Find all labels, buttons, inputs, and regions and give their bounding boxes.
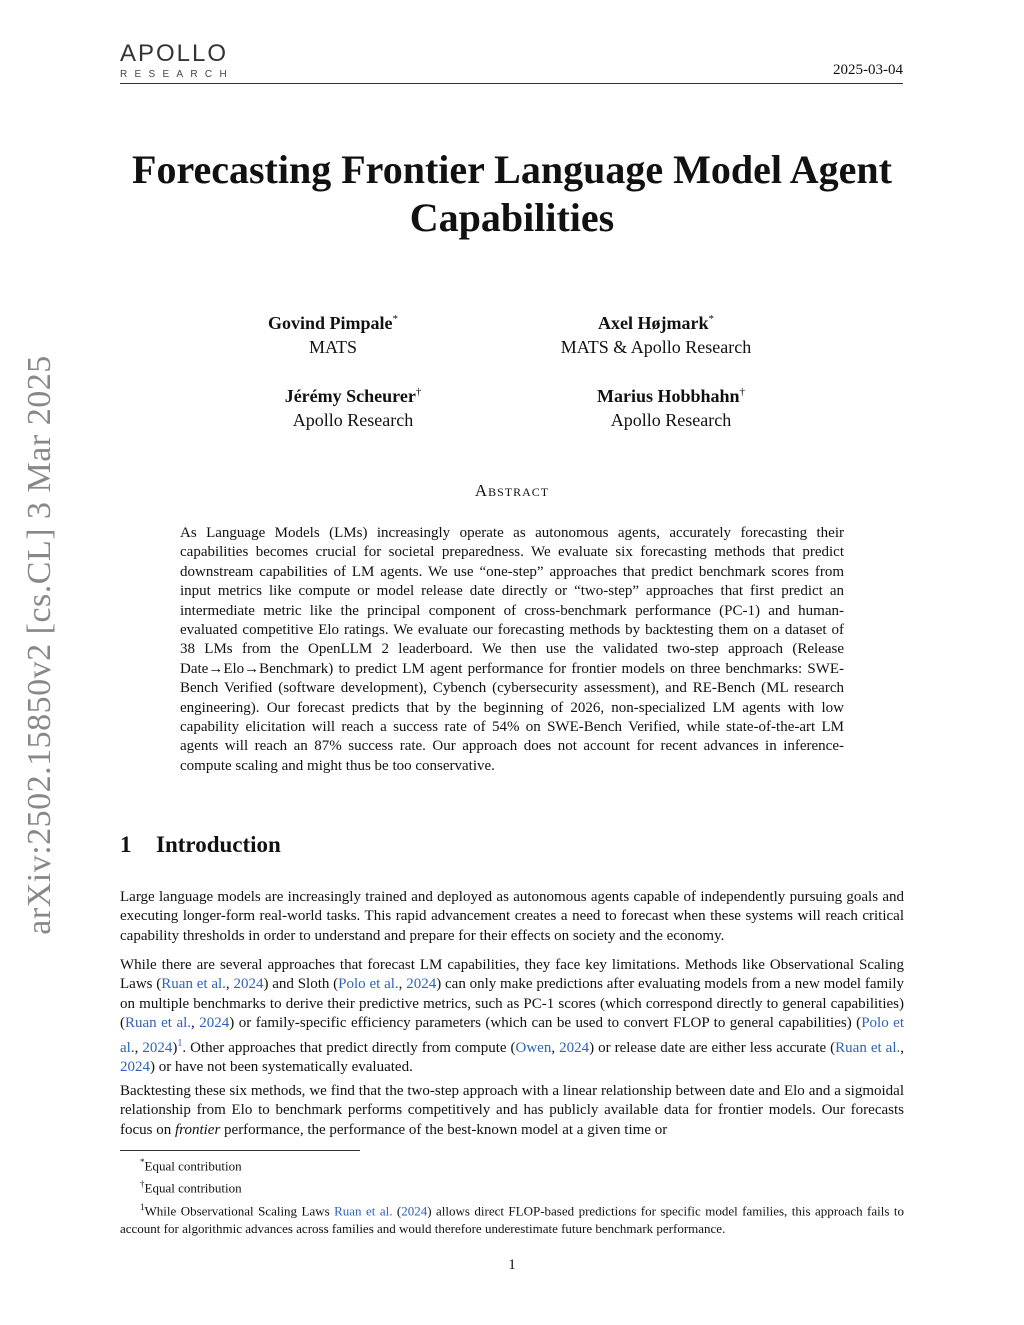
author-block (223, 380, 483, 432)
author-affiliation: MATS & Apollo Research (560, 337, 752, 357)
footnotes (120, 1153, 904, 1238)
text-run: ) and Sloth ( (263, 976, 339, 993)
citation-link[interactable]: Polo et al. (120, 1015, 905, 1056)
text-run: , (225, 976, 234, 993)
text-run: performance, the performance of the best-known model at a given time or (220, 1121, 668, 1138)
footnote-divider (120, 1150, 360, 1151)
citation-link[interactable]: Ruan et al. (125, 1015, 192, 1032)
author-mark: * (708, 313, 714, 325)
footnote-text: Equal contribution (144, 1180, 242, 1196)
intro-paragraph-1: Large language models are increasingly trained and deployed as autonomous agents capable of independently pursuing goals and executing longer-form real-world tasks. This rapid advancement creates a need to forecast when these systems will reach critical capability thresholds in order to understand and prepare for their effects on society and the economy. (120, 889, 904, 944)
citation-link[interactable]: 2024 (559, 1039, 590, 1056)
emphasis-text: frontier (175, 1121, 221, 1138)
footnote-text: Equal contribution (144, 1158, 242, 1174)
logo-wordmark: APOLLO (120, 40, 229, 67)
footnote-3 (120, 1198, 904, 1238)
citation-link[interactable]: 2024 (142, 1039, 173, 1056)
arxiv-identifier: arXiv:2502.15850v2 [cs.CL] 3 Mar 2025 (21, 355, 58, 935)
footnote-text: ( (392, 1202, 402, 1218)
author-mark: † (415, 386, 422, 398)
citation-link[interactable]: 2024 (120, 1059, 150, 1076)
citation-link[interactable]: Polo et al. (338, 976, 399, 993)
page-number: 1 (508, 1257, 516, 1273)
footnote-marker: 1 (140, 1201, 145, 1212)
title-line-2: Capabilities (409, 195, 615, 240)
author-block (541, 380, 801, 432)
footnote-marker: * (140, 1157, 145, 1167)
footnote-mark: 1 (177, 1037, 183, 1049)
intro-paragraph-2 (120, 956, 904, 1077)
author-mark: † (739, 386, 746, 398)
header-divider (120, 83, 903, 84)
author-mark: * (392, 313, 398, 325)
abstract-text: As Language Models (LMs) increasingly operate as autonomous agents, accurately forecasting their capabilities becomes crucial for societal preparedness. We evaluate six forecasting methods that predict downstream capabilities of LM agents. We use “one-step” approaches that predict benchmark scores from input metrics like compute or model release date directly or “two-step” approaches that first predict an intermediate metric like the principal component of cross-benchmark performance (PC-1) and human-evaluated competitive Elo ratings. We evaluate our forecasting methods by backtesting them on a dataset of 38 LMs from the OpenLLM 2 leaderboard. We then use the validated two-step approach (Release Date→Elo→Benchmark) to predict LM agent performance for frontier models on three benchmarks: SWE-Bench Verified (software development), Cybench (cybersecurity assessment), and RE-Bench (ML research engineering). Our forecast predicts that by the beginning of 2026, non-specialized LM agents with low capability elicitation will reach a success rate of 54% on SWE-Bench Verified, while state-of-the-art LM agents will reach an 87% success rate. Our approach does not account for recent advances in inference-compute scaling and might thus be too conservative. (180, 525, 844, 774)
text-run: ) or family-specific efficiency parameters (which can be used to convert FLOP to general capabilities) ( (229, 1015, 862, 1032)
citation-link[interactable]: Owen (515, 1039, 552, 1056)
section-number: 1 (120, 832, 132, 857)
citation-link[interactable]: Ruan et al. (835, 1039, 901, 1056)
intro-paragraph-3 (120, 1082, 904, 1140)
logo-subtitle: RESEARCH (120, 69, 234, 80)
text-run: , (398, 976, 407, 993)
footnote-marker: † (140, 1179, 145, 1190)
text-run: ) or release date are either less accurate ( (589, 1039, 836, 1056)
citation-link[interactable]: Ruan et al. (334, 1202, 393, 1218)
citation-link[interactable]: 2024 (233, 976, 264, 993)
citation-link[interactable]: 2024 (199, 1015, 230, 1032)
footnote-text: ) allows direct FLOP-based predictions for specific model families, this approach fails to account for algorithmic advances across families and would therefore underestimate future benchmark performance. (120, 1202, 904, 1236)
author-affiliation: MATS (308, 337, 357, 357)
citation-link[interactable]: 2024 (406, 976, 437, 993)
text-run: ) (172, 1039, 178, 1056)
author-name: Axel Højmark (598, 313, 709, 333)
author-name: Jérémy Scheurer (284, 386, 416, 406)
text-run: , (551, 1039, 560, 1056)
footnote-2 (120, 1175, 904, 1197)
section-heading (120, 832, 281, 858)
text-run: , (191, 1015, 200, 1032)
citation-link[interactable]: Ruan et al. (161, 976, 226, 993)
author-name: Govind Pimpale (267, 313, 393, 333)
author-affiliation: Apollo Research (292, 410, 414, 430)
header-date: 2025-03-04 (833, 62, 903, 78)
text-run: , (900, 1039, 904, 1056)
author-name: Marius Hobbhahn (596, 386, 740, 406)
text-run: , (134, 1039, 143, 1056)
author-affiliation: Apollo Research (610, 410, 732, 430)
author-block (526, 307, 786, 359)
paper-title (110, 146, 914, 242)
text-run: Backtesting these six methods, we find that the two-step approach with a linear relationship between date and Elo and a sigmoidal relationship from Elo to benchmark performs competitively and has publicly available data for frontier models. Our forecasts focus on (120, 1083, 904, 1138)
text-run: ) can only make predictions after evaluating models from a new model family on multiple benchmarks to derive their predictive metrics, such as PC-1 scores (which correspond directly to general capabilities) ( (120, 976, 905, 1032)
citation-link[interactable]: 2024 (401, 1202, 428, 1218)
text-run: While there are several approaches that forecast LM capabilities, they face key limitations. Methods like Observational Scaling Laws ( (120, 957, 904, 993)
title-line-1: Forecasting Frontier Language Model Agent (132, 147, 892, 192)
apollo-research-logo (120, 42, 234, 80)
footnote-text: While Observational Scaling Laws (144, 1202, 335, 1218)
author-block (203, 307, 463, 359)
section-title: Introduction (156, 832, 281, 857)
abstract-heading: Abstract (474, 481, 550, 500)
text-run: ) or have not been systematically evaluated. (150, 1059, 413, 1076)
text-run: . Other approaches that predict directly from compute ( (182, 1039, 516, 1056)
footnote-1 (120, 1153, 904, 1175)
